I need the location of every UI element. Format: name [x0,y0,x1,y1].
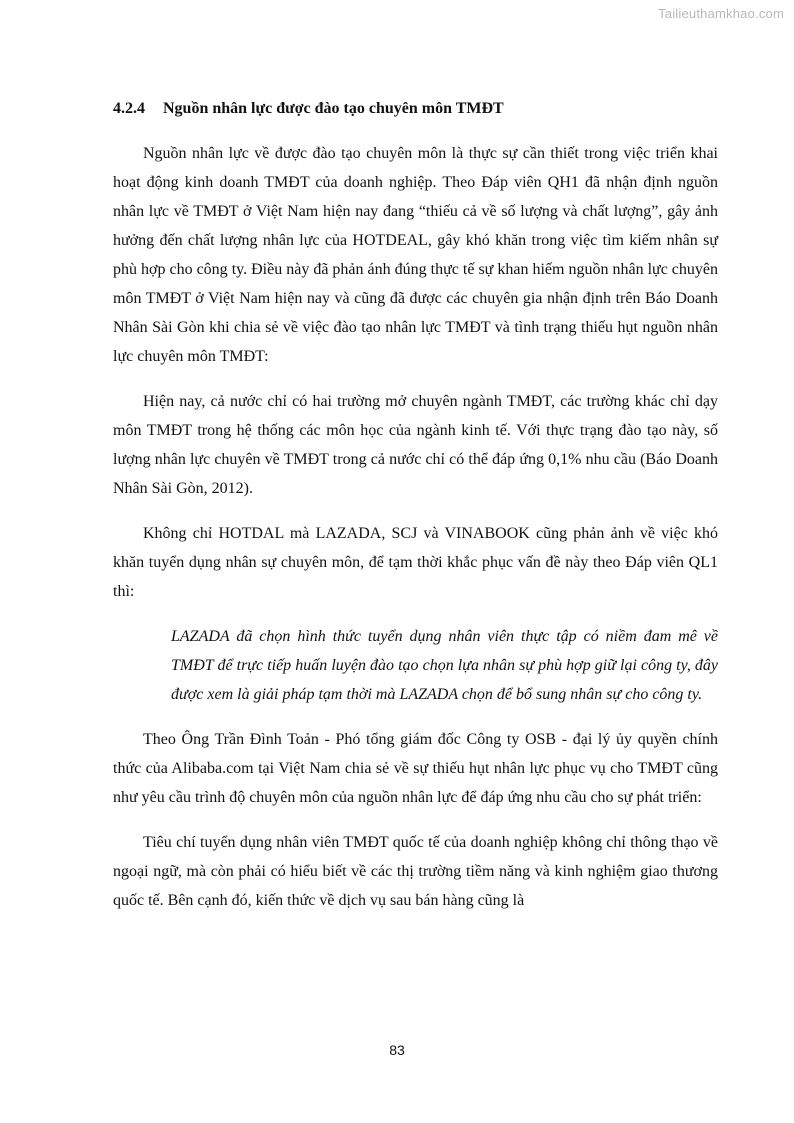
section-heading [113,94,718,123]
block-quote: LAZADA đã chọn hình thức tuyển dụng nhân viên thực tập có niềm đam mê về TMĐT để trực tiếp huấn luyện đào tạo chọn lựa nhân sự phù hợp giữ lại công ty, đây được xem là giải pháp tạm thời mà LAZADA chọn để bổ sung nhân sự cho công ty. [171,628,718,703]
watermark-text: Tailieuthamkhao.com [658,6,784,21]
paragraph-5: Tiêu chí tuyển dụng nhân viên TMĐT quốc tế của doanh nghiệp không chỉ thông thạo về ngoại ngữ, mà còn phải có hiểu biết về các thị trường tiềm năng và kinh nghiệm giao thương quốc tế. Bên cạnh đó, kiến thức về dịch vụ sau bán hàng cũng là [113,834,718,909]
page-number: 83 [389,1042,405,1058]
section-title: Nguồn nhân lực được đào tạo chuyên môn TMĐT [163,100,504,117]
paragraph-4: Theo Ông Trần Đình Toản - Phó tổng giám đốc Công ty OSB - đại lý ủy quyền chính thức của Alibaba.com tại Việt Nam chia sẻ về sự thiếu hụt nhân lực phục vụ cho TMĐT cũng như yêu cầu trình độ chuyên môn của nguồn nhân lực để đáp ứng nhu cầu cho sự phát triển: [113,731,718,806]
section-number: 4.2.4 [113,100,145,117]
paragraph-3: Không chỉ HOTDAL mà LAZADA, SCJ và VINABOOK cũng phản ảnh về việc khó khăn tuyển dụng nhân sự chuyên môn, để tạm thời khắc phục vấn đề này theo Đáp viên QL1 thì: [113,525,718,600]
paragraph-1: Nguồn nhân lực về được đào tạo chuyên môn là thực sự cần thiết trong việc triển khai hoạt động kinh doanh TMĐT của doanh nghiệp. Theo Đáp viên QH1 đã nhận định nguồn nhân lực về TMĐT ở Việt Nam hiện nay đang “thiếu cả về số lượng và chất lượng”, gây ảnh hưởng đến chất lượng nhân lực của HOTDEAL, gây khó khăn trong việc tìm kiếm nhân sự phù hợp cho công ty. Điều này đã phản ánh đúng thực tế sự khan hiếm nguồn nhân lực chuyên môn TMĐT ở Việt Nam hiện nay và cũng đã được các chuyên gia nhận định trên Báo Doanh Nhân Sài Gòn khi chia sẻ về việc đào tạo nhân lực TMĐT và tình trạng thiếu hụt nguồn nhân lực chuyên môn TMĐT: [113,145,718,365]
document-body [113,94,718,931]
paragraph-2: Hiện nay, cả nước chỉ có hai trường mở chuyên ngành TMĐT, các trường khác chỉ dạy môn TMĐT trong hệ thống các môn học của ngành kinh tế. Với thực trạng đào tạo này, số lượng nhân lực chuyên về TMĐT trong cả nước chỉ có thể đáp ứng 0,1% nhu cầu (Báo Doanh Nhân Sài Gòn, 2012). [113,393,718,497]
